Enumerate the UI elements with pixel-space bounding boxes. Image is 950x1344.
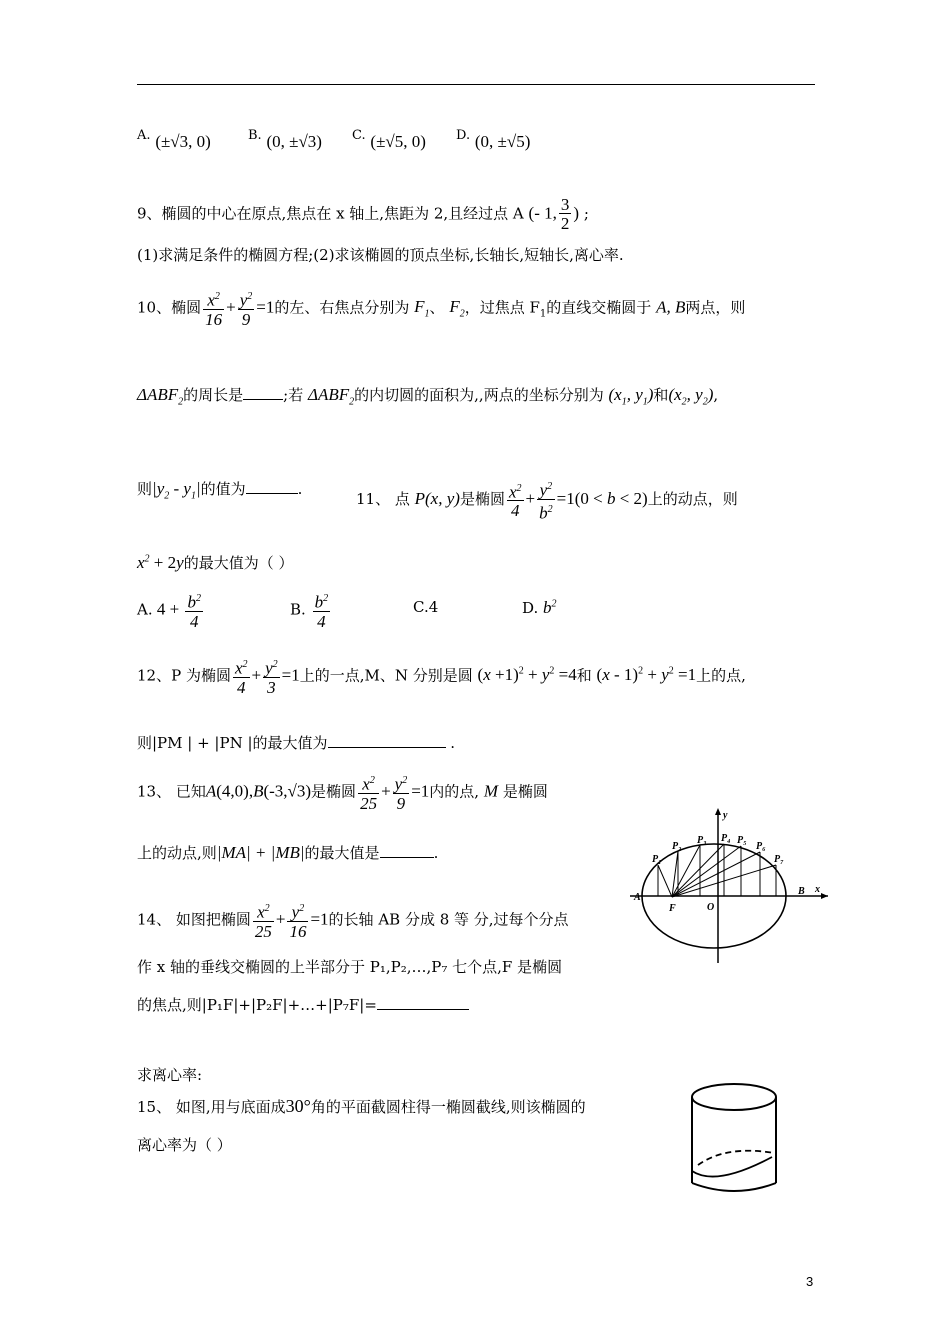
- point-p1-label: P₁: [652, 854, 662, 865]
- point-p6-label: P₆: [756, 841, 766, 852]
- point-f-label: F: [669, 903, 676, 914]
- point-p5-label: P₅: [737, 835, 747, 846]
- question-11-line2: $x^2 + 2y$的最大值为（ ）: [137, 553, 294, 572]
- point-p3-label: P₃: [697, 835, 707, 846]
- question-13-line1: 13、 已知A(4,0),B(-3,√3)是椭圆 $\frac{x^2}{25}$ + $\frac{y^2}{9}$ =1内的点, M 是椭圆: [137, 772, 548, 813]
- question-15-line1: 15、 如图,用与底面成30°角的平面截圆柱得一椭圆截线,则该椭圆的: [137, 1096, 586, 1116]
- question-9-line1: 9、椭圆的中心在原点,焦点在 x 轴上,焦距为 2,且经过点 A (- 1, $\frac{3}{2}$ ) ;: [137, 195, 589, 233]
- option-b: B. (0, ±√3): [248, 128, 322, 151]
- question-10-line3: 则$|y_2 - y_1|$的值为 .: [137, 479, 303, 502]
- question-11-options: A. 4 + $\frac{b^2}{4}$: [137, 590, 205, 631]
- question-12-line2: 则|PM | + |PN |的最大值为 .: [137, 734, 456, 752]
- question-10-line1: 10、椭圆 $\frac{x^2}{16}$ + $\frac{y^2}{9}$ =1的左、右焦点分别为 $F_1$、 $F_2$，过焦点 $F_1$的直线交椭圆于 A, B两点，则: [137, 288, 745, 329]
- question-12-line1: 12、P 为椭圆 $\frac{x^2}{4}$ + $\frac{y^2}{3}$ =1上的一点,M、N 分别是圆 $(x +1)^2 + y^2 =4$和 $(x - 1)^2 + y^2 =1$上的点,: [137, 656, 746, 697]
- header-rule: [137, 84, 815, 85]
- question-14-line1: 14、 如图把椭圆 $\frac{x^2}{25}$ + $\frac{y^2}{16}$ =1的长轴 AB 分成 8 等 分,过每个分点: [137, 900, 569, 941]
- page-number: 3: [806, 1274, 814, 1289]
- question-15-line2: 离心率为（ ）: [137, 1136, 232, 1154]
- question-14-line2: 作 x 轴的垂线交椭圆的上半部分于 P₁,P₂,…,P₇ 七个点,F 是椭圆: [137, 958, 563, 976]
- option-c: C. (±√5, 0): [352, 128, 426, 151]
- cylinder-figure: [686, 1075, 786, 1200]
- option-a: A. (±√3, 0): [137, 128, 211, 151]
- question-9-line2: (1)求满足条件的椭圆方程;(2)求该椭圆的顶点坐标,长轴长,短轴长,离心率.: [137, 246, 624, 264]
- option-d: D. (0, ±√5): [456, 128, 531, 151]
- point-p4-label: P₄: [721, 833, 731, 844]
- point-o-label: O: [707, 902, 715, 913]
- question-11-line1: 11、 点 P(x, y)是椭圆 $\frac{x^2}{4}$ + $\frac{y^2}{b^2}$ =1(0 < b < 2)上的动点，则: [356, 478, 738, 522]
- point-p2-label: P₂: [672, 841, 682, 852]
- question-14-line3: 的焦点,则|P₁F|+|P₂F|+…+|P₇F|=: [137, 994, 469, 1015]
- question-13-line2: 上的动点,则|MA| + |MB|的最大值是 .: [137, 843, 439, 862]
- section-heading: 求离心率:: [137, 1066, 203, 1084]
- question-11-option-d: D. $b^2$: [522, 598, 557, 617]
- question-11-option-b: B. $\frac{b^2}{4}$: [290, 590, 332, 631]
- point-b-label: B: [798, 886, 805, 897]
- point-a-label: A: [634, 892, 641, 903]
- axis-y-label: y: [723, 810, 728, 821]
- question-10-line2: $\Delta ABF_2$的周长是 ;若 $\Delta ABF_2$的内切圆的面积为,,两点的坐标分别为 ($x_1$, $y_1$)和($x_2$, $y_2$),: [137, 385, 719, 408]
- ellipse-figure: [628, 805, 833, 965]
- axis-x-label: x: [815, 884, 820, 895]
- point-p7-label: P₇: [774, 854, 784, 865]
- question-11-option-c: C.4: [413, 598, 439, 616]
